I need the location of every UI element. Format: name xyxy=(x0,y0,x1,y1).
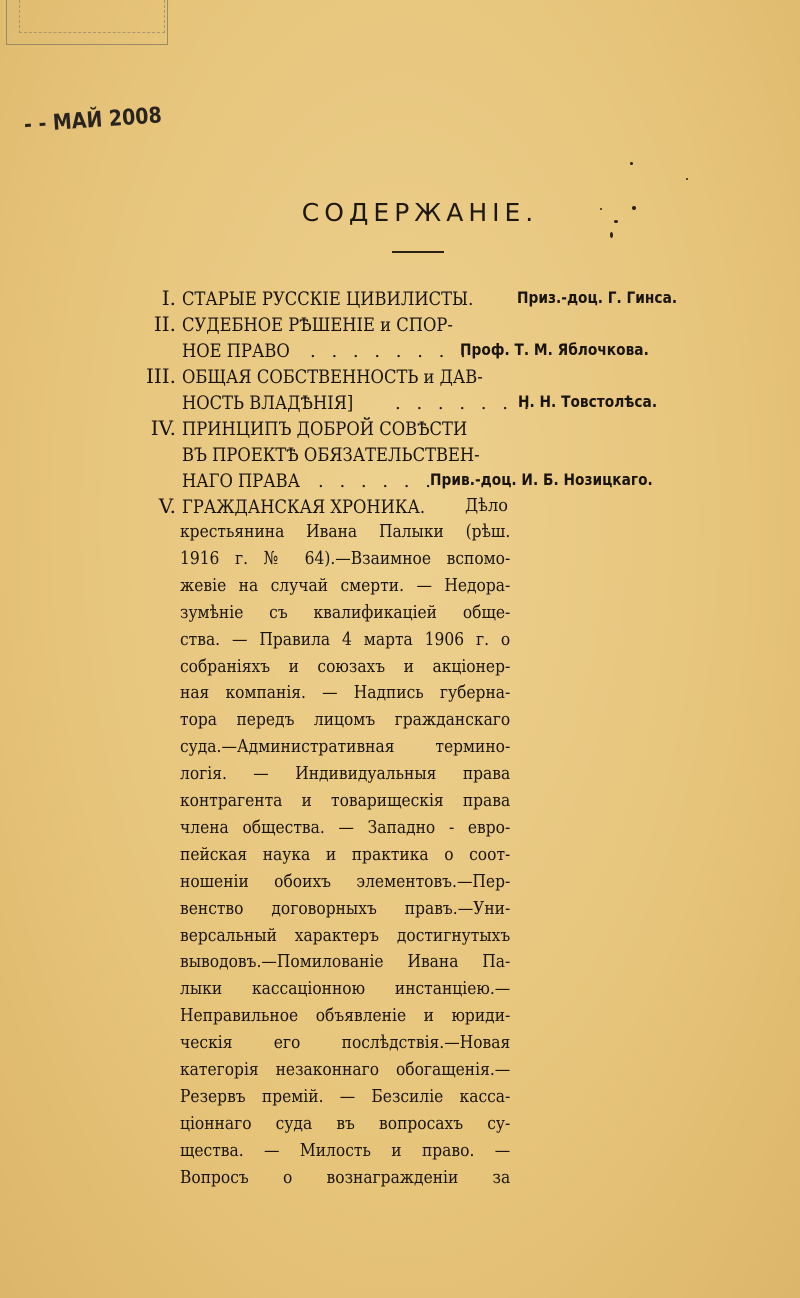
chronicle-line xyxy=(180,627,510,653)
chronicle-line xyxy=(180,923,510,949)
chronicle-line-text: члена общества. — Западно - евро- xyxy=(180,816,511,838)
entry-title xyxy=(182,467,319,494)
entry-title-line: СТАРЫЕ РУССКІЕ ЦИВИЛИСТЫ. xyxy=(182,288,474,310)
entry-author: Прив.-доц. И. Б. Нозицкаго. xyxy=(430,470,653,489)
chronicle-line-text: выводовъ.—Помилованіе Ивана Па- xyxy=(180,951,511,973)
entry-title xyxy=(182,441,528,468)
chronicle-line xyxy=(180,949,510,975)
chronicle-line xyxy=(180,869,510,895)
chronicle-line xyxy=(180,842,510,868)
chronicle-line-text: суда.—Административная термино- xyxy=(180,736,511,758)
chronicle-line-text: тора передъ лицомъ гражданскаго xyxy=(180,709,511,731)
leader-dots-text: . . . . . . xyxy=(318,471,436,492)
entry-title-line: ВЪ ПРОЕКТѢ ОБЯЗАТЕЛЬСТВЕН- xyxy=(182,444,480,466)
entry-title-line: СУДЕБНОЕ РѢШЕНІЕ и СПОР- xyxy=(182,314,453,336)
chronicle-line-text: Неправильное объявленіе и юриди- xyxy=(180,1005,511,1027)
entry-title xyxy=(182,415,514,442)
chronicle-line xyxy=(180,1003,510,1029)
entry-title xyxy=(182,337,307,364)
entry-title xyxy=(182,311,497,338)
chronicle-line xyxy=(180,976,510,1002)
entry-author: Приз.-доц. Г. Гинса. xyxy=(517,288,678,307)
entry-author: Н. Н. Товстолѣса. xyxy=(518,392,658,411)
chronicle-line xyxy=(180,1165,510,1191)
entry-number: II. xyxy=(153,312,176,336)
entry-title-line: НОЕ ПРАВО xyxy=(182,340,290,362)
page-title: СОДЕРЖАНІЕ. xyxy=(301,198,539,227)
entry-author: Проф. Т. М. Яблочкова. xyxy=(460,340,649,359)
chronicle-line xyxy=(180,707,510,733)
chronicle-line xyxy=(180,1138,510,1164)
date-stamp: - - МАЙ 2008 xyxy=(23,102,163,138)
chronicle-line xyxy=(180,573,510,599)
chronicle-line xyxy=(180,788,510,814)
chronicle-line-text: ческія его послѣдствія.—Новая xyxy=(180,1032,511,1054)
entry-title xyxy=(182,363,532,390)
chronicle-line-text: крестьянина Ивана Палыки (рѣш. xyxy=(180,521,511,542)
chronicle-line xyxy=(180,896,510,922)
chronicle-line-text: венство договорныхъ правъ.—Уни- xyxy=(180,897,511,919)
entry-title-line: ГРАЖДАНСКАЯ ХРОНИКА. xyxy=(182,496,426,518)
chronicle-line-text: ціоннаго суда въ вопросахъ су- xyxy=(180,1112,511,1134)
chronicle-line-text: зумѣніе съ квалификаціей обще- xyxy=(180,601,511,623)
chronicle-line-text: щества. — Милость и право. — xyxy=(180,1139,511,1161)
entry-number: III. xyxy=(145,364,176,388)
entry-title xyxy=(182,493,465,520)
chronicle-line xyxy=(180,519,510,545)
chronicle-line-text: ная компанія. — Надпись губерна- xyxy=(180,682,511,704)
leader-dots-text: . . . . . . . . xyxy=(310,341,471,362)
leader-dots xyxy=(310,337,471,365)
entry-number: IV. xyxy=(150,416,176,440)
chronicle-line-text: жевіе на случай смерти. — Недора- xyxy=(180,574,511,596)
chronicle-line xyxy=(180,546,510,572)
entry-title-line: НОСТЬ ВЛАДѢНІЯ] xyxy=(182,392,354,414)
chronicle-line-text: категорія незаконнаго обогащенія.— xyxy=(180,1059,511,1080)
chronicle-line-text: версальный характеръ достигнутыхъ xyxy=(180,924,511,946)
chronicle-line xyxy=(180,654,510,680)
chronicle-line xyxy=(180,815,510,841)
chronicle-line-text: собраніяхъ и союзахъ и акціонер- xyxy=(180,655,511,677)
chronicle-line-text: ства. — Правила 4 марта 1906 г. о xyxy=(180,628,511,650)
chronicle-line-text: контрагента и товарищескія права xyxy=(180,790,511,811)
entry-number: V. xyxy=(158,494,176,518)
chronicle-line-text: пейская наука и практика о соот- xyxy=(180,843,511,865)
chronicle-line-text: лыки кассаціонною инстанціею.— xyxy=(180,978,511,1000)
entry-title-line: ПРИНЦИПЪ ДОБРОЙ СОВѢСТИ xyxy=(182,418,468,440)
chronicle-line xyxy=(180,761,510,787)
entry-title-tail xyxy=(465,493,513,519)
entry-number: I. xyxy=(161,286,176,310)
entry-title xyxy=(182,285,521,312)
chronicle-line xyxy=(180,1030,510,1056)
chronicle-line xyxy=(180,600,510,626)
entry-title xyxy=(182,389,381,416)
leader-dots-text: . . . . . . . xyxy=(395,393,535,414)
chronicle-line-text: 1916 г. № 64).—Взаимное вспомо- xyxy=(180,547,511,569)
chronicle-line-text: Резервъ премій. — Безсиліе касса- xyxy=(180,1085,511,1107)
chronicle-line-text: логія. — Индивидуальныя права xyxy=(180,763,511,785)
chronicle-line xyxy=(180,1084,510,1110)
entry-title-tail-text: Дѣло xyxy=(465,495,508,516)
chronicle-line xyxy=(180,734,510,760)
leader-dots xyxy=(395,389,534,417)
chronicle-line xyxy=(180,1111,510,1137)
chronicle-line xyxy=(180,1057,510,1083)
entry-title-line: НАГО ПРАВА xyxy=(182,470,301,492)
chronicle-line xyxy=(180,680,510,706)
chronicle-line-text: ношеніи обоихъ элементовъ.—Пер- xyxy=(180,870,511,892)
leader-dots xyxy=(318,467,436,495)
chronicle-line-text: Вопросъ о вознагражденіи за xyxy=(180,1166,511,1188)
entry-title-line: ОБЩАЯ СОБСТВЕННОСТЬ и ДАВ- xyxy=(182,366,483,388)
